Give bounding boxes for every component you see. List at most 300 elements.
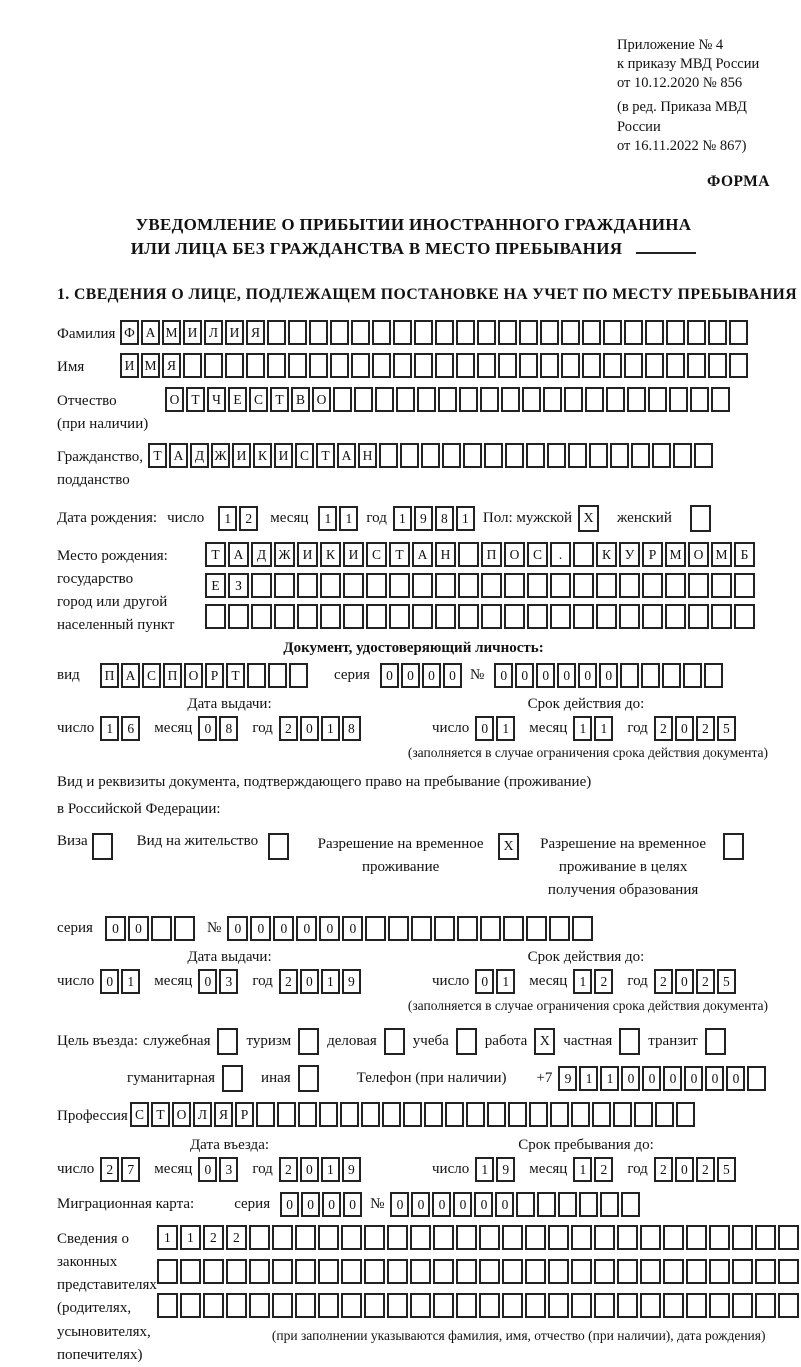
- char-box: [594, 1293, 615, 1318]
- issue-date-heading: Дата выдачи:: [187, 949, 272, 966]
- char-box: [621, 1192, 640, 1217]
- char-box: 8: [435, 506, 454, 531]
- char-box: 0: [300, 969, 319, 994]
- char-box: 1: [573, 969, 592, 994]
- char-box: [525, 1293, 546, 1318]
- char-box: [379, 443, 398, 468]
- char-box: [732, 1259, 753, 1284]
- char-box: [596, 604, 617, 629]
- char-box: Т: [270, 387, 289, 412]
- char-box: Т: [151, 1102, 170, 1127]
- char-box: [435, 353, 454, 378]
- business-checkbox: [384, 1028, 405, 1055]
- profession-boxes: [130, 1102, 697, 1127]
- char-box: А: [337, 443, 356, 468]
- char-box: [596, 573, 617, 598]
- char-box: [662, 663, 681, 688]
- char-box: 0: [300, 716, 319, 741]
- char-box: 2: [100, 1157, 119, 1182]
- char-box: [564, 387, 583, 412]
- char-box: 0: [198, 716, 217, 741]
- char-box: [183, 353, 202, 378]
- char-box: [228, 604, 249, 629]
- char-box: 2: [226, 1225, 247, 1250]
- char-box: [617, 1259, 638, 1284]
- year-word: год: [366, 509, 387, 526]
- char-box: [433, 1293, 454, 1318]
- char-box: [505, 443, 524, 468]
- month-word: месяц: [270, 509, 309, 526]
- char-box: [709, 1259, 730, 1284]
- firstname-row: [57, 353, 770, 379]
- char-box: Ж: [211, 443, 230, 468]
- id-doc-issue-date: число 1 6 месяц 0 8 год 2 0 1 8: [57, 716, 402, 741]
- char-box: [734, 604, 755, 629]
- char-box: [247, 663, 266, 688]
- char-box: [573, 573, 594, 598]
- char-box: [458, 604, 479, 629]
- char-box: [445, 1102, 464, 1127]
- char-box: [642, 604, 663, 629]
- series-word: серия: [334, 666, 370, 683]
- char-box: О: [688, 542, 709, 567]
- page-title: [57, 213, 770, 262]
- char-box: А: [228, 542, 249, 567]
- char-box: Н: [358, 443, 377, 468]
- char-box: [204, 353, 223, 378]
- valid-until-heading: Срок действия до:: [527, 949, 645, 966]
- char-box: [477, 320, 496, 345]
- edition-line: (в ред. Приказа МВД России: [617, 99, 747, 135]
- legal-reps-note: (при заполнении указываются фамилия, имя, отчество (при наличии), дата рождения): [271, 1327, 766, 1343]
- char-box: [571, 1293, 592, 1318]
- char-box: [180, 1259, 201, 1284]
- char-box: О: [165, 387, 184, 412]
- char-box: [387, 1293, 408, 1318]
- char-box: [503, 916, 524, 941]
- char-box: [477, 353, 496, 378]
- char-box: [526, 443, 545, 468]
- char-box: [571, 1225, 592, 1250]
- patronymic-boxes: [165, 387, 732, 412]
- id-doc-number-boxes: [494, 663, 725, 688]
- char-box: [249, 1293, 270, 1318]
- char-box: [309, 353, 328, 378]
- birth-date-row: [57, 505, 770, 532]
- id-doc-row: [57, 663, 770, 688]
- char-box: [516, 1192, 535, 1217]
- char-box: [561, 320, 580, 345]
- char-box: 1: [456, 506, 475, 531]
- char-box: [412, 604, 433, 629]
- char-box: [594, 1259, 615, 1284]
- id-doc-note: (заполняется в случае ограничения срока действия документа): [407, 744, 768, 760]
- char-box: 0: [432, 1192, 451, 1217]
- char-box: [669, 387, 688, 412]
- char-box: [225, 353, 244, 378]
- char-box: Р: [205, 663, 224, 688]
- char-box: [389, 573, 410, 598]
- char-box: И: [297, 542, 318, 567]
- char-box: [393, 320, 412, 345]
- char-box: [456, 1225, 477, 1250]
- char-box: 0: [319, 916, 340, 941]
- char-box: [558, 1192, 577, 1217]
- char-box: 6: [121, 716, 140, 741]
- char-box: [585, 387, 604, 412]
- char-box: [729, 353, 748, 378]
- male-checkbox: X: [578, 505, 599, 532]
- work-checkbox: X: [534, 1028, 555, 1055]
- char-box: [333, 387, 352, 412]
- residence-dates-row: [57, 969, 770, 994]
- char-box: Я: [214, 1102, 233, 1127]
- char-box: [571, 1259, 592, 1284]
- char-box: 1: [600, 1066, 619, 1091]
- id-doc-valid-date: число 0 1 месяц 1 1 год 2 0 2 5: [402, 716, 770, 741]
- char-box: [226, 1293, 247, 1318]
- char-box: [414, 320, 433, 345]
- char-box: Р: [642, 542, 663, 567]
- char-box: [665, 604, 686, 629]
- char-box: [400, 443, 419, 468]
- char-box: [412, 573, 433, 598]
- char-box: 1: [318, 506, 337, 531]
- char-box: [319, 1102, 338, 1127]
- char-box: [648, 387, 667, 412]
- title-line-2: ИЛИ ЛИЦА БЕЗ ГРАЖДАНСТВА В МЕСТО ПРЕБЫВАНИЯ: [57, 237, 770, 262]
- char-box: 0: [684, 1066, 703, 1091]
- char-box: [277, 1102, 296, 1127]
- char-box: 1: [594, 716, 613, 741]
- char-box: 0: [401, 663, 420, 688]
- series-word: серия: [234, 1195, 271, 1212]
- char-box: 1: [321, 1157, 340, 1182]
- stay-until-heading: Срок пребывания до:: [518, 1136, 654, 1153]
- char-box: [519, 320, 538, 345]
- char-box: 0: [642, 1066, 661, 1091]
- char-box: 1: [180, 1225, 201, 1250]
- surname-boxes: [120, 320, 750, 345]
- official-checkbox: [217, 1028, 238, 1055]
- private-checkbox: [619, 1028, 640, 1055]
- char-box: [174, 916, 195, 941]
- residence-intro: Вид и реквизиты документа, подтверждающего право на пребывание (проживание) в Российской Федерации:: [57, 773, 592, 817]
- id-doc-type-label: вид: [57, 666, 80, 683]
- char-box: [550, 573, 571, 598]
- char-box: [351, 353, 370, 378]
- char-box: Я: [162, 353, 181, 378]
- tourism-checkbox: [298, 1028, 319, 1055]
- char-box: [438, 387, 457, 412]
- char-box: [364, 1293, 385, 1318]
- char-box: 2: [594, 1157, 613, 1182]
- char-box: Я: [246, 320, 265, 345]
- form-label: ФОРМА: [706, 172, 770, 190]
- char-box: И: [232, 443, 251, 468]
- char-box: [410, 1259, 431, 1284]
- birth-place-line-2: [205, 573, 757, 598]
- char-box: [755, 1293, 776, 1318]
- char-box: 0: [380, 663, 399, 688]
- char-box: 0: [705, 1066, 724, 1091]
- char-box: [525, 1225, 546, 1250]
- char-box: [573, 542, 594, 567]
- char-box: [274, 604, 295, 629]
- char-box: 3: [219, 969, 238, 994]
- char-box: 0: [536, 663, 555, 688]
- char-box: [624, 320, 643, 345]
- char-box: [267, 320, 286, 345]
- char-box: [694, 443, 713, 468]
- residence-permit-option: Вид на жительство: [137, 833, 289, 860]
- char-box: 5: [717, 969, 736, 994]
- char-box: [203, 1259, 224, 1284]
- birth-place-label: Место рождения: государство город или другой населенный пункт: [57, 547, 175, 634]
- char-box: [663, 1259, 684, 1284]
- char-box: 0: [342, 916, 363, 941]
- char-box: 2: [279, 1157, 298, 1182]
- char-box: 2: [696, 969, 715, 994]
- char-box: [666, 353, 685, 378]
- char-box: [288, 320, 307, 345]
- char-box: 8: [342, 716, 361, 741]
- char-box: 0: [280, 1192, 299, 1217]
- char-box: [361, 1102, 380, 1127]
- char-box: [396, 387, 415, 412]
- char-box: [526, 916, 547, 941]
- char-box: [589, 443, 608, 468]
- char-box: [479, 1225, 500, 1250]
- birth-place-line-1: [205, 542, 757, 567]
- char-box: 1: [573, 1157, 592, 1182]
- char-box: [620, 663, 639, 688]
- char-box: 2: [654, 969, 673, 994]
- char-box: Т: [226, 663, 245, 688]
- appendix-line: Приложение № 4: [617, 37, 724, 53]
- residence-series-boxes: [105, 916, 197, 941]
- char-box: [340, 1102, 359, 1127]
- char-box: [320, 604, 341, 629]
- purpose-row-2: гуманитарная иная Телефон (при наличии) +7 9 1 1 0 0 0 0 0 0: [57, 1065, 770, 1092]
- char-box: 0: [198, 969, 217, 994]
- char-box: [617, 1225, 638, 1250]
- residence-valid-date: число 0 1 месяц 1 2 год 2 0 2 5: [402, 969, 770, 994]
- char-box: И: [183, 320, 202, 345]
- temp-residence-education-checkbox: [723, 833, 744, 860]
- legal-reps-line-3: [157, 1293, 801, 1318]
- char-box: [582, 320, 601, 345]
- char-box: [388, 916, 409, 941]
- other-checkbox: [298, 1065, 319, 1092]
- char-box: С: [366, 542, 387, 567]
- char-box: 1: [339, 506, 358, 531]
- female-checkbox: [690, 505, 711, 532]
- char-box: 1: [496, 716, 515, 741]
- char-box: П: [100, 663, 119, 688]
- char-box: [457, 916, 478, 941]
- char-box: [456, 1259, 477, 1284]
- entry-date-heading: Дата въезда:: [189, 1136, 270, 1153]
- char-box: [603, 320, 622, 345]
- char-box: [676, 1102, 695, 1127]
- char-box: [640, 1259, 661, 1284]
- phone-label: Телефон (при наличии): [356, 1070, 507, 1087]
- char-box: [372, 353, 391, 378]
- char-box: [364, 1225, 385, 1250]
- residence-date-headings: [57, 949, 770, 966]
- char-box: [540, 320, 559, 345]
- char-box: [729, 320, 748, 345]
- char-box: [458, 573, 479, 598]
- char-box: [456, 320, 475, 345]
- char-box: Т: [205, 542, 226, 567]
- char-box: [498, 320, 517, 345]
- char-box: [572, 916, 593, 941]
- char-box: М: [141, 353, 160, 378]
- char-box: .: [550, 542, 571, 567]
- entry-date: число 2 7 месяц 0 3 год 2 0 1 9: [57, 1157, 402, 1182]
- char-box: 5: [717, 1157, 736, 1182]
- char-box: [640, 1293, 661, 1318]
- firstname-boxes: [120, 353, 750, 378]
- char-box: [435, 573, 456, 598]
- migration-card-label: Миграционная карта:: [57, 1195, 195, 1212]
- temp-residence-checkbox: X: [498, 833, 519, 860]
- char-box: [442, 443, 461, 468]
- char-box: [205, 604, 226, 629]
- patronymic-label: Отчество (при наличии): [57, 392, 149, 432]
- profession-label: Профессия: [57, 1108, 128, 1125]
- char-box: [501, 387, 520, 412]
- char-box: [297, 573, 318, 598]
- char-box: [543, 387, 562, 412]
- char-box: [673, 443, 692, 468]
- char-box: К: [320, 542, 341, 567]
- char-box: К: [253, 443, 272, 468]
- char-box: [297, 604, 318, 629]
- char-box: [642, 573, 663, 598]
- char-box: П: [481, 542, 502, 567]
- char-box: [480, 387, 499, 412]
- number-word: №: [207, 920, 222, 937]
- char-box: 0: [128, 916, 149, 941]
- char-box: [508, 1102, 527, 1127]
- char-box: [755, 1259, 776, 1284]
- char-box: [548, 1293, 569, 1318]
- char-box: Н: [435, 542, 456, 567]
- char-box: 9: [342, 1157, 361, 1182]
- char-box: [502, 1293, 523, 1318]
- char-box: 0: [494, 663, 513, 688]
- char-box: [732, 1225, 753, 1250]
- char-box: [666, 320, 685, 345]
- char-box: У: [619, 542, 640, 567]
- visa-checkbox: [92, 833, 113, 860]
- char-box: И: [225, 320, 244, 345]
- char-box: [683, 663, 702, 688]
- char-box: [318, 1225, 339, 1250]
- char-box: [573, 604, 594, 629]
- char-box: [320, 573, 341, 598]
- char-box: [463, 443, 482, 468]
- char-box: [504, 573, 525, 598]
- char-box: [711, 387, 730, 412]
- char-box: [529, 1102, 548, 1127]
- char-box: 0: [475, 716, 494, 741]
- char-box: [372, 320, 391, 345]
- residence-note: (заполняется в случае ограничения срока действия документа): [407, 998, 768, 1014]
- char-box: [592, 1102, 611, 1127]
- char-box: А: [412, 542, 433, 567]
- char-box: [288, 353, 307, 378]
- visa-option: Виза: [57, 833, 113, 860]
- char-box: 2: [654, 716, 673, 741]
- char-box: З: [228, 573, 249, 598]
- id-doc-date-headings: [57, 696, 770, 713]
- char-box: 1: [157, 1225, 178, 1250]
- char-box: 0: [296, 916, 317, 941]
- char-box: [157, 1293, 178, 1318]
- char-box: [272, 1225, 293, 1250]
- migration-card-row: [57, 1192, 770, 1217]
- char-box: [433, 1259, 454, 1284]
- char-box: М: [162, 320, 181, 345]
- char-box: [366, 573, 387, 598]
- char-box: Д: [190, 443, 209, 468]
- char-box: [382, 1102, 401, 1127]
- char-box: [624, 353, 643, 378]
- char-box: 1: [321, 716, 340, 741]
- char-box: [289, 663, 308, 688]
- series-word: серия: [57, 920, 93, 937]
- char-box: 0: [453, 1192, 472, 1217]
- char-box: 0: [578, 663, 597, 688]
- id-doc-dates-row: [57, 716, 770, 741]
- char-box: [410, 1225, 431, 1250]
- transit-checkbox: [705, 1028, 726, 1055]
- char-box: М: [665, 542, 686, 567]
- valid-until-heading: Срок действия до:: [527, 695, 645, 712]
- char-box: [272, 1259, 293, 1284]
- char-box: [527, 604, 548, 629]
- char-box: [456, 353, 475, 378]
- char-box: [479, 1259, 500, 1284]
- char-box: 0: [198, 1157, 217, 1182]
- char-box: [484, 443, 503, 468]
- stay-until-date: число 1 9 месяц 1 2 год 2 0 2 5: [402, 1157, 770, 1182]
- char-box: И: [274, 443, 293, 468]
- char-box: [249, 1225, 270, 1250]
- char-box: [417, 387, 436, 412]
- issue-date-heading: Дата выдачи:: [187, 695, 272, 712]
- char-box: [295, 1293, 316, 1318]
- char-box: [410, 1293, 431, 1318]
- phone-boxes: [558, 1066, 768, 1091]
- profession-row: [57, 1102, 770, 1128]
- char-box: [414, 353, 433, 378]
- appendix-line: к приказу МВД России: [617, 56, 760, 73]
- char-box: 0: [557, 663, 576, 688]
- char-box: [351, 320, 370, 345]
- char-box: 1: [475, 1157, 494, 1182]
- char-box: [318, 1293, 339, 1318]
- char-box: 1: [100, 716, 119, 741]
- char-box: [663, 1293, 684, 1318]
- residence-issue-date: число 0 1 месяц 0 3 год 2 0 1 9: [57, 969, 402, 994]
- char-box: [246, 353, 265, 378]
- char-box: [481, 573, 502, 598]
